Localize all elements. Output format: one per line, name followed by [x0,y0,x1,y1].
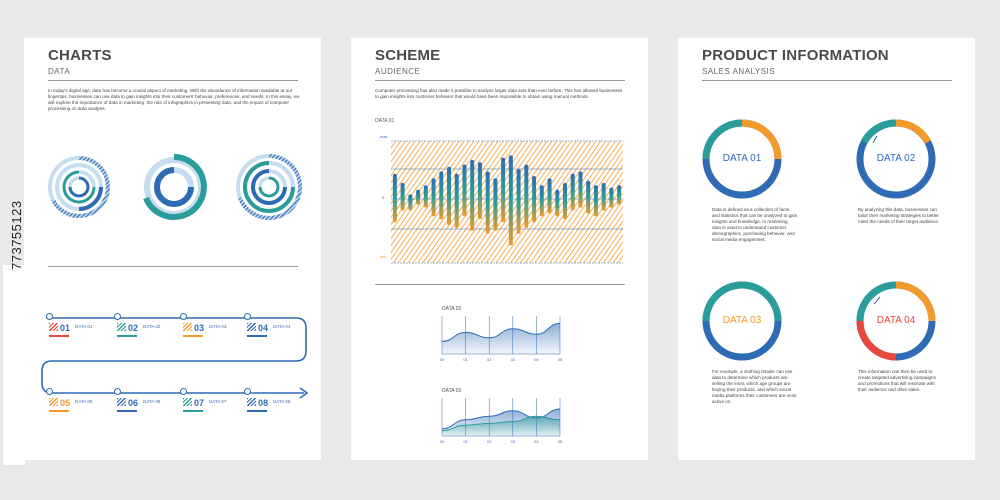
bar [517,169,521,234]
step-underline [247,410,267,412]
hatch-swatch [117,398,126,406]
donut-label: DATA 01 [722,153,762,164]
bar [408,194,412,210]
x-tick-label: 05 [557,439,563,444]
area-chart-2 [439,392,563,444]
bar [617,185,621,205]
step-underline [117,335,137,337]
area-chart-1 [439,310,563,364]
y-label-max: max [380,134,388,139]
step-label: DATA 04 [273,324,291,329]
donut-label: DATA 04 [876,315,916,326]
hatch-swatch [183,323,192,331]
step-number: 04 [258,323,269,333]
donut-text: This information can then be used to create targeted advertising campaigns and promotions that will resonate with their audience and drive sales. [858,369,936,392]
step-underline [183,410,203,412]
hatch-swatch [247,398,256,406]
page-title: SCHEME [375,47,441,64]
step-marker [46,388,53,395]
hatch-swatch [183,398,192,406]
donut-text: By analyzing this data, businesses can tailor their marketing strategies to better meet the needs of their target audience. [858,207,940,224]
y-label-zero: 0 [382,195,385,200]
step-label: DATA 03 [209,324,227,329]
x-tick-label: 03 [510,357,516,362]
bar [594,185,598,216]
bar [540,185,544,216]
divider [375,284,625,285]
step-label: DATA 07 [209,399,227,404]
bar [524,165,528,229]
step-underline [117,410,137,412]
step-label: DATA 08 [273,399,291,404]
hatch-swatch [49,398,58,406]
watermark-strip [3,265,25,465]
step-marker [244,313,251,320]
page-title: CHARTS [48,47,112,64]
bar [486,171,490,233]
bar [509,155,513,245]
bar [563,183,567,219]
step-marker [180,313,187,320]
step-underline [247,335,267,337]
step-underline [183,335,203,337]
hatch-swatch [117,323,126,331]
hatch-swatch [247,323,256,331]
x-tick-label: 04 [534,357,539,362]
intro-paragraph: Computer processing has also made it possible to analyze larger data sets than ever before. This has allowed businesses to gain insights into customer behavior that would have been impossible to obtain using manual methods. [375,88,623,99]
bar [393,174,397,223]
bar [462,165,466,217]
bar [455,174,459,228]
bar [447,167,451,225]
step-number: 06 [128,398,139,408]
bar-chart [391,133,626,273]
bar [401,183,405,211]
step-number: 07 [194,398,205,408]
step-label: DATA 06 [143,399,161,404]
donut-text: Data is defined as a collection of facts and statistics that can be analyzed to gain insights and knowledge. In marketing, data is used to understand customer demographics, purchasing behavior, and social media engagement. [712,207,798,242]
page-charts [24,38,321,460]
step-underline [49,410,69,412]
bar [609,188,613,208]
area-fill [442,323,560,354]
step-number: 02 [128,323,139,333]
bar [470,160,474,231]
bar [586,181,590,214]
y-label-min: min [380,254,387,259]
bar [501,158,505,223]
bar [416,190,420,205]
step-number: 01 [60,323,71,333]
x-tick-label: 02 [486,357,492,362]
bar [493,178,497,231]
bar [578,171,582,207]
hatch-swatch [49,323,58,331]
timeline-step [46,393,116,415]
step-underline [49,335,69,337]
chart-title: DATA 02 [442,306,462,312]
timeline-step [244,393,314,415]
x-tick-label: 00 [439,439,445,444]
bar [532,176,536,222]
page-product-information [678,38,975,460]
watermark-id: 773755123 [9,200,24,270]
step-marker [244,388,251,395]
step-marker [46,313,53,320]
x-tick-label: 01 [463,357,468,362]
bar [602,183,606,211]
divider [375,80,625,81]
page-scheme [351,38,648,460]
timeline-step [244,318,314,340]
step-label: DATA 02 [143,324,161,329]
bar [478,162,482,219]
x-tick-label: 05 [557,357,563,362]
bar [432,178,436,216]
chart-title: DATA 03 [442,388,462,394]
step-number: 03 [194,323,205,333]
bar [439,171,443,219]
x-tick-label: 03 [510,439,516,444]
step-marker [114,313,121,320]
x-tick-label: 01 [463,439,468,444]
bar [424,185,428,208]
timeline-step [114,393,184,415]
page-title: PRODUCT INFORMATION [702,47,889,64]
step-number: 05 [60,398,71,408]
page-subtitle: SALES ANALYSIS [702,67,776,76]
page-subtitle: AUDIENCE [375,67,421,76]
timeline-step [46,318,116,340]
x-tick-label: 00 [439,357,445,362]
intro-paragraph: In today's digital age, data has become a crucial aspect of marketing. With the abundance of information available at our fingertips, businesses can use data to gain insights into their customers' behavior, preferences, and needs. In this essay, we will explore the importance of data in marketing, the role of infographics in presenting data, and the impact of computer processing on data analysis. [48,88,300,111]
step-marker [180,388,187,395]
bar [571,174,575,211]
bar [548,178,552,213]
timeline-step [114,318,184,340]
timeline-step [180,393,250,415]
step-number: 08 [258,398,269,408]
x-tick-label: 02 [486,439,492,444]
donut-text: For example, a clothing retailer can use data to determine which products are selling the most, which age groups are buying their products, and which social media platforms their customers are most active on. [712,369,797,404]
timeline-step [180,318,250,340]
step-label: DATA 01 [75,324,93,329]
page-subtitle: DATA [48,67,71,76]
step-marker [114,388,121,395]
bar [555,190,559,217]
donut-label: DATA 03 [722,315,762,326]
chart-title: DATA 01 [375,118,395,124]
x-tick-label: 04 [534,439,539,444]
donut-label: DATA 02 [876,153,916,164]
step-label: DATA 05 [75,399,93,404]
